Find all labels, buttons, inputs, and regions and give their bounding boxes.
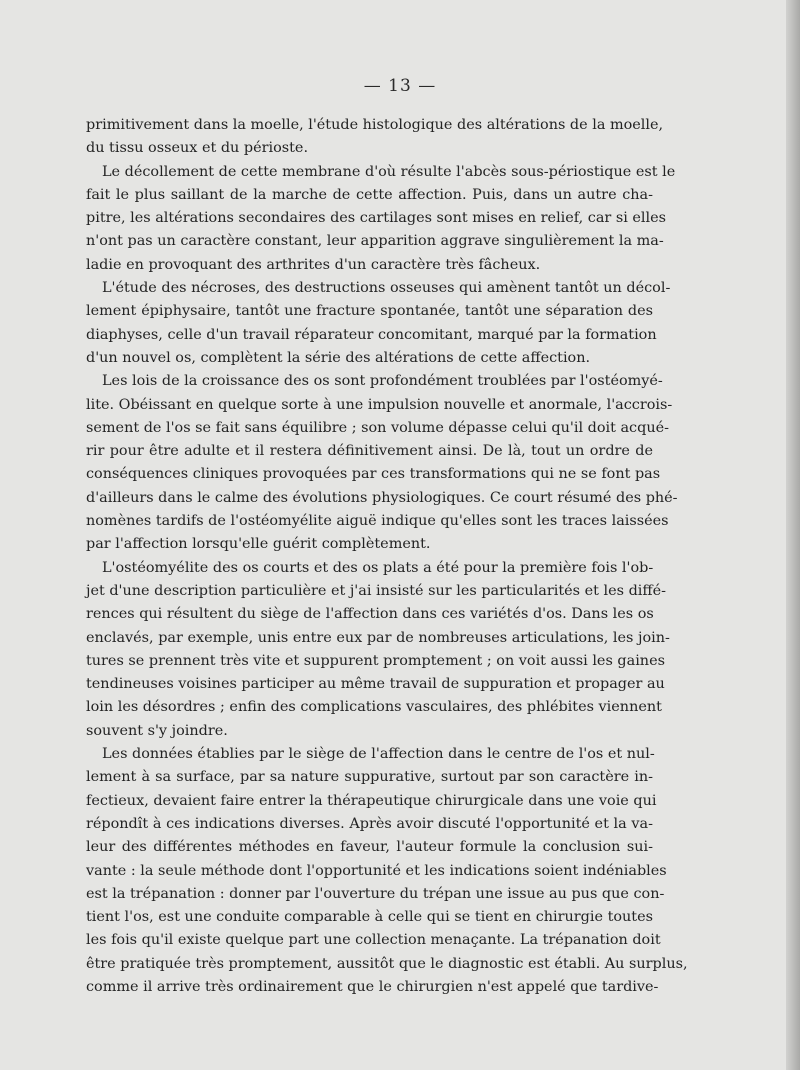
text-line: lement à sa surface, par sa nature suppurative, surtout par son caractère in- xyxy=(86,769,653,786)
paragraph xyxy=(86,743,688,999)
text-line: fectieux, devaient faire entrer la thérapeutique chirurgicale dans une voie qui xyxy=(86,792,657,809)
page-edge-shadow xyxy=(786,0,800,1070)
text-line: ladie en provoquant des arthrites d'un caractère très fâcheux. xyxy=(86,256,541,273)
paragraph xyxy=(86,277,671,370)
text-line: les fois qu'il existe quelque part une collection menaçante. La trépanation doit xyxy=(86,932,661,949)
text-line: souvent s'y joindre. xyxy=(86,722,228,739)
text-line: par l'affection lorsqu'elle guérit complètement. xyxy=(86,536,431,553)
text-line: L'étude des nécroses, des destructions osseuses qui amènent tantôt un décol- xyxy=(102,280,671,297)
text-line: primitivement dans la moelle, l'étude histologique des altérations de la moelle, xyxy=(86,117,664,133)
paragraph xyxy=(86,557,670,743)
text-line: est la trépanation : donner par l'ouverture du trépan une issue au pus que con- xyxy=(86,885,665,902)
text-line: tures se prennent très vite et suppurent promptement ; on voit aussi les gaines xyxy=(86,652,665,669)
text-line: nomènes tardifs de l'ostéomyélite aiguë indique qu'elles sont les traces laissées xyxy=(86,513,669,530)
text-line: répondît à ces indications diverses. Après avoir discuté l'opportunité et la va- xyxy=(86,815,653,832)
paragraph xyxy=(86,114,664,161)
text-line: sement de l'os se fait sans équilibre ; son volume dépasse celui qu'il doit acqué- xyxy=(86,419,669,436)
text-line: rir pour être adulte et il restera définitivement ainsi. De là, tout un ordre de xyxy=(86,443,653,460)
text-line: d'un nouvel os, complètent la série des altérations de cette affection. xyxy=(86,349,591,366)
text-line: être pratiquée très promptement, aussitôt que le diagnostic est établi. Au surplus, xyxy=(86,955,688,972)
text-line: comme il arrive très ordinairement que le chirurgien n'est appelé que tardive- xyxy=(86,978,659,995)
page-number: — 13 — xyxy=(363,76,437,96)
text-line: loin les désordres ; enfin des complications vasculaires, des phlébites viennent xyxy=(86,699,662,716)
text-line: tendineuses voisines participer au même travail de suppuration et propager au xyxy=(86,676,665,693)
text-line: fait le plus saillant de la marche de cette affection. Puis, dans un autre cha- xyxy=(86,186,653,203)
text-line: n'ont pas un caractère constant, leur apparition aggrave singulièrement la ma- xyxy=(86,233,664,250)
text-line: lement épiphysaire, tantôt une fracture spontanée, tantôt une séparation des xyxy=(86,303,653,320)
text-line: pitre, les altérations secondaires des cartilages sont mises en relief, car si elles xyxy=(86,210,667,227)
text-line: rences qui résultent du siège de l'affection dans ces variétés d'os. Dans les os xyxy=(86,606,654,623)
paragraph xyxy=(86,161,676,277)
text-line: d'ailleurs dans le calme des évolutions physiologiques. Ce court résumé des phé- xyxy=(86,489,678,506)
text-line: Les données établies par le siège de l'affection dans le centre de l'os et nul- xyxy=(102,746,655,763)
text-line: leur des différentes méthodes en faveur, l'auteur formule la conclusion sui- xyxy=(86,839,653,856)
text-line: Le décollement de cette membrane d'où résulte l'abcès sous-périostique est le xyxy=(102,163,676,180)
text-line: du tissu osseux et du périoste. xyxy=(86,140,309,157)
text-line: L'ostéomyélite des os courts et des os plats a été pour la première fois l'ob- xyxy=(102,559,654,576)
body-text xyxy=(86,114,688,999)
text-line: tient l'os, est une conduite comparable à celle qui se tient en chirurgie toutes xyxy=(86,909,653,926)
text-line: vante : la seule méthode dont l'opportunité et les indications soient indéniables xyxy=(86,862,667,879)
text-line: enclavés, par exemple, unis entre eux par de nombreuses articulations, les join- xyxy=(86,629,670,646)
text-line: lite. Obéissant en quelque sorte à une impulsion nouvelle et anormale, l'accrois- xyxy=(86,396,673,413)
text-line: conséquences cliniques provoquées par ces transformations qui ne se font pas xyxy=(86,466,661,483)
text-line: Les lois de la croissance des os sont profondément troublées par l'ostéomyé- xyxy=(102,373,663,390)
text-line: diaphyses, celle d'un travail réparateur concomitant, marqué par la formation xyxy=(86,326,657,343)
paragraph xyxy=(86,370,678,556)
text-line: jet d'une description particulière et j'ai insisté sur les particularités et les diffé- xyxy=(86,582,666,599)
